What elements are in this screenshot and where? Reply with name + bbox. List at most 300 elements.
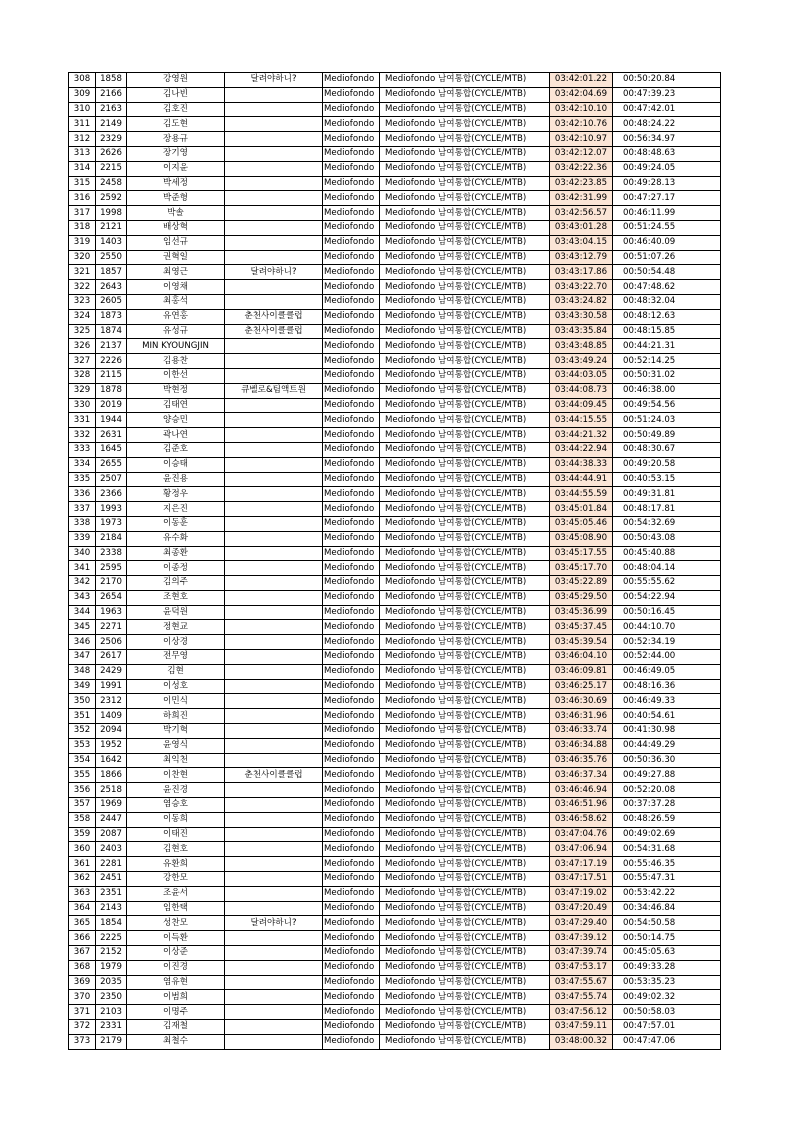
rank-cell: 356 (69, 783, 96, 798)
name-cell: 유연홍 (127, 309, 225, 324)
rank-cell: 339 (69, 531, 96, 546)
course-cell: Mediofondo (323, 872, 380, 887)
name-cell: 이동희 (127, 812, 225, 827)
course-cell: Mediofondo (323, 886, 380, 901)
lap-time-cell: 00:55:55.62 (613, 576, 721, 591)
table-row (69, 442, 721, 457)
rank-cell: 325 (69, 324, 96, 339)
finish-time-cell: 03:46:51.96 (550, 798, 613, 813)
rank-cell: 319 (69, 235, 96, 250)
rank-cell: 309 (69, 87, 96, 102)
finish-time-cell: 03:44:44.91 (550, 472, 613, 487)
name-cell: 최홍석 (127, 294, 225, 309)
team-cell (225, 827, 323, 842)
finish-time-cell: 03:44:03.05 (550, 368, 613, 383)
category-cell: Mediofondo 남여통합(CYCLE/MTB) (380, 398, 550, 413)
name-cell: 김용찬 (127, 354, 225, 369)
bib-cell: 2121 (96, 220, 127, 235)
bib-cell: 2103 (96, 1005, 127, 1020)
team-cell (225, 1020, 323, 1035)
team-cell (225, 650, 323, 665)
lap-time-cell: 00:48:24.22 (613, 117, 721, 132)
lap-time-cell: 00:45:05.63 (613, 946, 721, 961)
bib-cell: 2115 (96, 368, 127, 383)
team-cell (225, 620, 323, 635)
finish-time-cell: 03:47:17.51 (550, 872, 613, 887)
rank-cell: 343 (69, 590, 96, 605)
lap-time-cell: 00:46:40.09 (613, 235, 721, 250)
name-cell: MIN KYOUNGJIN (127, 339, 225, 354)
course-cell: Mediofondo (323, 280, 380, 295)
rank-cell: 354 (69, 753, 96, 768)
table-row (69, 472, 721, 487)
course-cell: Mediofondo (323, 531, 380, 546)
finish-time-cell: 03:43:48.85 (550, 339, 613, 354)
category-cell: Mediofondo 남여통합(CYCLE/MTB) (380, 487, 550, 502)
bib-cell: 2506 (96, 635, 127, 650)
course-cell: Mediofondo (323, 398, 380, 413)
category-cell: Mediofondo 남여통합(CYCLE/MTB) (380, 294, 550, 309)
team-cell (225, 576, 323, 591)
bib-cell: 1857 (96, 265, 127, 280)
finish-time-cell: 03:42:22.36 (550, 161, 613, 176)
course-cell: Mediofondo (323, 117, 380, 132)
lap-time-cell: 00:50:16.45 (613, 605, 721, 620)
lap-time-cell: 00:53:35.23 (613, 975, 721, 990)
rank-cell: 364 (69, 901, 96, 916)
bib-cell: 1878 (96, 383, 127, 398)
name-cell: 이한선 (127, 368, 225, 383)
name-cell: 곽나연 (127, 428, 225, 443)
category-cell: Mediofondo 남여통합(CYCLE/MTB) (380, 768, 550, 783)
table-row (69, 960, 721, 975)
bib-cell: 2595 (96, 561, 127, 576)
team-cell (225, 738, 323, 753)
rank-cell: 317 (69, 206, 96, 221)
category-cell: Mediofondo 남여통합(CYCLE/MTB) (380, 1020, 550, 1035)
table-row (69, 428, 721, 443)
name-cell: 박솔 (127, 206, 225, 221)
finish-time-cell: 03:44:55.59 (550, 487, 613, 502)
category-cell: Mediofondo 남여통합(CYCLE/MTB) (380, 206, 550, 221)
name-cell: 조현호 (127, 590, 225, 605)
lap-time-cell: 00:49:27.88 (613, 768, 721, 783)
name-cell: 김현 (127, 664, 225, 679)
course-cell: Mediofondo (323, 457, 380, 472)
team-cell (225, 946, 323, 961)
lap-time-cell: 00:49:33.28 (613, 960, 721, 975)
bib-cell: 2271 (96, 620, 127, 635)
name-cell: 이상준 (127, 946, 225, 961)
team-cell (225, 931, 323, 946)
category-cell: Mediofondo 남여통합(CYCLE/MTB) (380, 724, 550, 739)
name-cell: 이상경 (127, 635, 225, 650)
finish-time-cell: 03:47:53.17 (550, 960, 613, 975)
category-cell: Mediofondo 남여통합(CYCLE/MTB) (380, 191, 550, 206)
name-cell: 이범희 (127, 990, 225, 1005)
name-cell: 조윤서 (127, 886, 225, 901)
finish-time-cell: 03:46:09.81 (550, 664, 613, 679)
course-cell: Mediofondo (323, 87, 380, 102)
course-cell: Mediofondo (323, 738, 380, 753)
name-cell: 박현정 (127, 383, 225, 398)
lap-time-cell: 00:52:20.08 (613, 783, 721, 798)
course-cell: Mediofondo (323, 901, 380, 916)
category-cell: Mediofondo 남여통합(CYCLE/MTB) (380, 561, 550, 576)
team-cell (225, 842, 323, 857)
course-cell: Mediofondo (323, 990, 380, 1005)
table-row (69, 413, 721, 428)
name-cell: 이진경 (127, 960, 225, 975)
finish-time-cell: 03:46:46.94 (550, 783, 613, 798)
finish-time-cell: 03:43:24.82 (550, 294, 613, 309)
rank-cell: 314 (69, 161, 96, 176)
finish-time-cell: 03:47:55.67 (550, 975, 613, 990)
rank-cell: 311 (69, 117, 96, 132)
table-row (69, 117, 721, 132)
lap-time-cell: 00:49:20.58 (613, 457, 721, 472)
course-cell: Mediofondo (323, 235, 380, 250)
bib-cell: 1973 (96, 516, 127, 531)
category-cell: Mediofondo 남여통합(CYCLE/MTB) (380, 590, 550, 605)
lap-time-cell: 00:48:48.63 (613, 146, 721, 161)
course-cell: Mediofondo (323, 931, 380, 946)
finish-time-cell: 03:46:37.34 (550, 768, 613, 783)
lap-time-cell: 00:50:49.89 (613, 428, 721, 443)
name-cell: 이성호 (127, 679, 225, 694)
lap-time-cell: 00:48:16.36 (613, 679, 721, 694)
rank-cell: 324 (69, 309, 96, 324)
bib-cell: 2019 (96, 398, 127, 413)
category-cell: Mediofondo 남여통합(CYCLE/MTB) (380, 576, 550, 591)
lap-time-cell: 00:49:02.32 (613, 990, 721, 1005)
bib-cell: 1866 (96, 768, 127, 783)
table-row (69, 235, 721, 250)
table-row (69, 354, 721, 369)
team-cell (225, 709, 323, 724)
rank-cell: 358 (69, 812, 96, 827)
finish-time-cell: 03:45:22.89 (550, 576, 613, 591)
team-cell (225, 161, 323, 176)
table-row (69, 872, 721, 887)
lap-time-cell: 00:50:31.02 (613, 368, 721, 383)
bib-cell: 1998 (96, 206, 127, 221)
table-row (69, 679, 721, 694)
bib-cell: 2617 (96, 650, 127, 665)
course-cell: Mediofondo (323, 679, 380, 694)
category-cell: Mediofondo 남여통합(CYCLE/MTB) (380, 132, 550, 147)
course-cell: Mediofondo (323, 842, 380, 857)
bib-cell: 1944 (96, 413, 127, 428)
bib-cell: 2152 (96, 946, 127, 961)
team-cell (225, 753, 323, 768)
finish-time-cell: 03:42:23.85 (550, 176, 613, 191)
finish-time-cell: 03:45:29.50 (550, 590, 613, 605)
rank-cell: 352 (69, 724, 96, 739)
lap-time-cell: 00:34:46.84 (613, 901, 721, 916)
lap-time-cell: 00:49:28.13 (613, 176, 721, 191)
finish-time-cell: 03:42:04.69 (550, 87, 613, 102)
rank-cell: 372 (69, 1020, 96, 1035)
finish-time-cell: 03:42:10.76 (550, 117, 613, 132)
table-row (69, 694, 721, 709)
course-cell: Mediofondo (323, 428, 380, 443)
finish-time-cell: 03:43:30.58 (550, 309, 613, 324)
table-row (69, 383, 721, 398)
course-cell: Mediofondo (323, 487, 380, 502)
course-cell: Mediofondo (323, 161, 380, 176)
name-cell: 이득환 (127, 931, 225, 946)
rank-cell: 333 (69, 442, 96, 457)
lap-time-cell: 00:54:22.94 (613, 590, 721, 605)
name-cell: 김준호 (127, 442, 225, 457)
lap-time-cell: 00:53:42.22 (613, 886, 721, 901)
name-cell: 임선규 (127, 235, 225, 250)
name-cell: 박기혁 (127, 724, 225, 739)
table-row (69, 1020, 721, 1035)
rank-cell: 337 (69, 502, 96, 517)
team-cell (225, 339, 323, 354)
table-row (69, 886, 721, 901)
team-cell (225, 398, 323, 413)
category-cell: Mediofondo 남여통합(CYCLE/MTB) (380, 990, 550, 1005)
lap-time-cell: 00:48:32.04 (613, 294, 721, 309)
bib-cell: 2507 (96, 472, 127, 487)
table-row (69, 650, 721, 665)
team-cell (225, 428, 323, 443)
lap-time-cell: 00:48:26.59 (613, 812, 721, 827)
name-cell: 최영근 (127, 265, 225, 280)
course-cell: Mediofondo (323, 1034, 380, 1049)
course-cell: Mediofondo (323, 561, 380, 576)
team-cell (225, 472, 323, 487)
rank-cell: 335 (69, 472, 96, 487)
course-cell: Mediofondo (323, 132, 380, 147)
name-cell: 배상혁 (127, 220, 225, 235)
category-cell: Mediofondo 남여통합(CYCLE/MTB) (380, 916, 550, 931)
rank-cell: 357 (69, 798, 96, 813)
lap-time-cell: 00:48:04.14 (613, 561, 721, 576)
course-cell: Mediofondo (323, 590, 380, 605)
bib-cell: 1952 (96, 738, 127, 753)
finish-time-cell: 03:47:19.02 (550, 886, 613, 901)
table-row (69, 946, 721, 961)
table-row (69, 368, 721, 383)
finish-time-cell: 03:47:59.11 (550, 1020, 613, 1035)
category-cell: Mediofondo 남여통합(CYCLE/MTB) (380, 472, 550, 487)
lap-time-cell: 00:44:10.70 (613, 620, 721, 635)
name-cell: 강영원 (127, 73, 225, 88)
lap-time-cell: 00:48:17.81 (613, 502, 721, 517)
rank-cell: 351 (69, 709, 96, 724)
course-cell: Mediofondo (323, 73, 380, 88)
table-row (69, 73, 721, 88)
team-cell (225, 694, 323, 709)
name-cell: 이지윤 (127, 161, 225, 176)
category-cell: Mediofondo 남여통합(CYCLE/MTB) (380, 531, 550, 546)
category-cell: Mediofondo 남여통합(CYCLE/MTB) (380, 368, 550, 383)
team-cell (225, 413, 323, 428)
lap-time-cell: 00:47:42.01 (613, 102, 721, 117)
name-cell: 이찬현 (127, 768, 225, 783)
lap-time-cell: 00:48:12.63 (613, 309, 721, 324)
category-cell: Mediofondo 남여통합(CYCLE/MTB) (380, 975, 550, 990)
rank-cell: 355 (69, 768, 96, 783)
finish-time-cell: 03:43:22.70 (550, 280, 613, 295)
category-cell: Mediofondo 남여통합(CYCLE/MTB) (380, 650, 550, 665)
category-cell: Mediofondo 남여통합(CYCLE/MTB) (380, 117, 550, 132)
course-cell: Mediofondo (323, 975, 380, 990)
course-cell: Mediofondo (323, 798, 380, 813)
course-cell: Mediofondo (323, 102, 380, 117)
table-row (69, 546, 721, 561)
category-cell: Mediofondo 남여통합(CYCLE/MTB) (380, 265, 550, 280)
rank-cell: 345 (69, 620, 96, 635)
category-cell: Mediofondo 남여통합(CYCLE/MTB) (380, 960, 550, 975)
course-cell: Mediofondo (323, 664, 380, 679)
bib-cell: 2226 (96, 354, 127, 369)
category-cell: Mediofondo 남여통합(CYCLE/MTB) (380, 901, 550, 916)
table-row (69, 576, 721, 591)
table-row (69, 709, 721, 724)
category-cell: Mediofondo 남여통합(CYCLE/MTB) (380, 694, 550, 709)
course-cell: Mediofondo (323, 812, 380, 827)
category-cell: Mediofondo 남여통합(CYCLE/MTB) (380, 161, 550, 176)
course-cell: Mediofondo (323, 827, 380, 842)
category-cell: Mediofondo 남여통합(CYCLE/MTB) (380, 354, 550, 369)
rank-cell: 362 (69, 872, 96, 887)
name-cell: 김현호 (127, 842, 225, 857)
table-row (69, 176, 721, 191)
lap-time-cell: 00:47:27.17 (613, 191, 721, 206)
finish-time-cell: 03:46:25.17 (550, 679, 613, 694)
table-row (69, 590, 721, 605)
bib-cell: 1979 (96, 960, 127, 975)
name-cell: 성찬모 (127, 916, 225, 931)
team-cell (225, 206, 323, 221)
table-row (69, 842, 721, 857)
rank-cell: 312 (69, 132, 96, 147)
course-cell: Mediofondo (323, 368, 380, 383)
team-cell: 춘천사이클클럽 (225, 309, 323, 324)
bib-cell: 2447 (96, 812, 127, 827)
name-cell: 정현교 (127, 620, 225, 635)
finish-time-cell: 03:47:29.40 (550, 916, 613, 931)
name-cell: 김의주 (127, 576, 225, 591)
category-cell: Mediofondo 남여통합(CYCLE/MTB) (380, 798, 550, 813)
name-cell: 최종환 (127, 546, 225, 561)
course-cell: Mediofondo (323, 753, 380, 768)
rank-cell: 323 (69, 294, 96, 309)
lap-time-cell: 00:50:36.30 (613, 753, 721, 768)
rank-cell: 326 (69, 339, 96, 354)
finish-time-cell: 03:47:39.74 (550, 946, 613, 961)
rank-cell: 310 (69, 102, 96, 117)
course-cell: Mediofondo (323, 265, 380, 280)
finish-time-cell: 03:47:20.49 (550, 901, 613, 916)
category-cell: Mediofondo 남여통합(CYCLE/MTB) (380, 620, 550, 635)
table-row (69, 561, 721, 576)
table-row (69, 250, 721, 265)
table-row (69, 294, 721, 309)
finish-time-cell: 03:47:39.12 (550, 931, 613, 946)
course-cell: Mediofondo (323, 783, 380, 798)
name-cell: 박준형 (127, 191, 225, 206)
rank-cell: 328 (69, 368, 96, 383)
team-cell (225, 191, 323, 206)
rank-cell: 341 (69, 561, 96, 576)
category-cell: Mediofondo 남여통합(CYCLE/MTB) (380, 146, 550, 161)
bib-cell: 2451 (96, 872, 127, 887)
lap-time-cell: 00:52:14.25 (613, 354, 721, 369)
lap-time-cell: 00:51:07.26 (613, 250, 721, 265)
finish-time-cell: 03:45:08.90 (550, 531, 613, 546)
lap-time-cell: 00:50:14.75 (613, 931, 721, 946)
team-cell (225, 798, 323, 813)
finish-time-cell: 03:45:37.45 (550, 620, 613, 635)
rank-cell: 338 (69, 516, 96, 531)
course-cell: Mediofondo (323, 324, 380, 339)
rank-cell: 336 (69, 487, 96, 502)
lap-time-cell: 00:46:38.00 (613, 383, 721, 398)
team-cell: 춘천사이클클럽 (225, 768, 323, 783)
course-cell: Mediofondo (323, 309, 380, 324)
bib-cell: 2550 (96, 250, 127, 265)
rank-cell: 330 (69, 398, 96, 413)
table-row (69, 724, 721, 739)
name-cell: 윤덕원 (127, 605, 225, 620)
team-cell (225, 235, 323, 250)
course-cell: Mediofondo (323, 1020, 380, 1035)
bib-cell: 2087 (96, 827, 127, 842)
table-row (69, 1034, 721, 1049)
team-cell (225, 176, 323, 191)
team-cell (225, 605, 323, 620)
lap-time-cell: 00:52:44.00 (613, 650, 721, 665)
name-cell: 김호진 (127, 102, 225, 117)
lap-time-cell: 00:51:24.55 (613, 220, 721, 235)
bib-cell: 2655 (96, 457, 127, 472)
lap-time-cell: 00:40:54.61 (613, 709, 721, 724)
rank-cell: 315 (69, 176, 96, 191)
bib-cell: 1873 (96, 309, 127, 324)
finish-time-cell: 03:47:55.74 (550, 990, 613, 1005)
name-cell: 박세정 (127, 176, 225, 191)
lap-time-cell: 00:50:43.08 (613, 531, 721, 546)
category-cell: Mediofondo 남여통합(CYCLE/MTB) (380, 250, 550, 265)
table-row (69, 265, 721, 280)
finish-time-cell: 03:42:10.10 (550, 102, 613, 117)
finish-time-cell: 03:43:12.79 (550, 250, 613, 265)
category-cell: Mediofondo 남여통합(CYCLE/MTB) (380, 176, 550, 191)
course-cell: Mediofondo (323, 635, 380, 650)
team-cell (225, 724, 323, 739)
name-cell: 윤진용 (127, 472, 225, 487)
finish-time-cell: 03:46:30.69 (550, 694, 613, 709)
name-cell: 황정우 (127, 487, 225, 502)
team-cell (225, 368, 323, 383)
finish-time-cell: 03:42:31.99 (550, 191, 613, 206)
table-row (69, 516, 721, 531)
rank-cell: 369 (69, 975, 96, 990)
course-cell: Mediofondo (323, 694, 380, 709)
rank-cell: 332 (69, 428, 96, 443)
category-cell: Mediofondo 남여통합(CYCLE/MTB) (380, 753, 550, 768)
rank-cell: 346 (69, 635, 96, 650)
table-row (69, 87, 721, 102)
finish-time-cell: 03:47:04.76 (550, 827, 613, 842)
bib-cell: 2163 (96, 102, 127, 117)
